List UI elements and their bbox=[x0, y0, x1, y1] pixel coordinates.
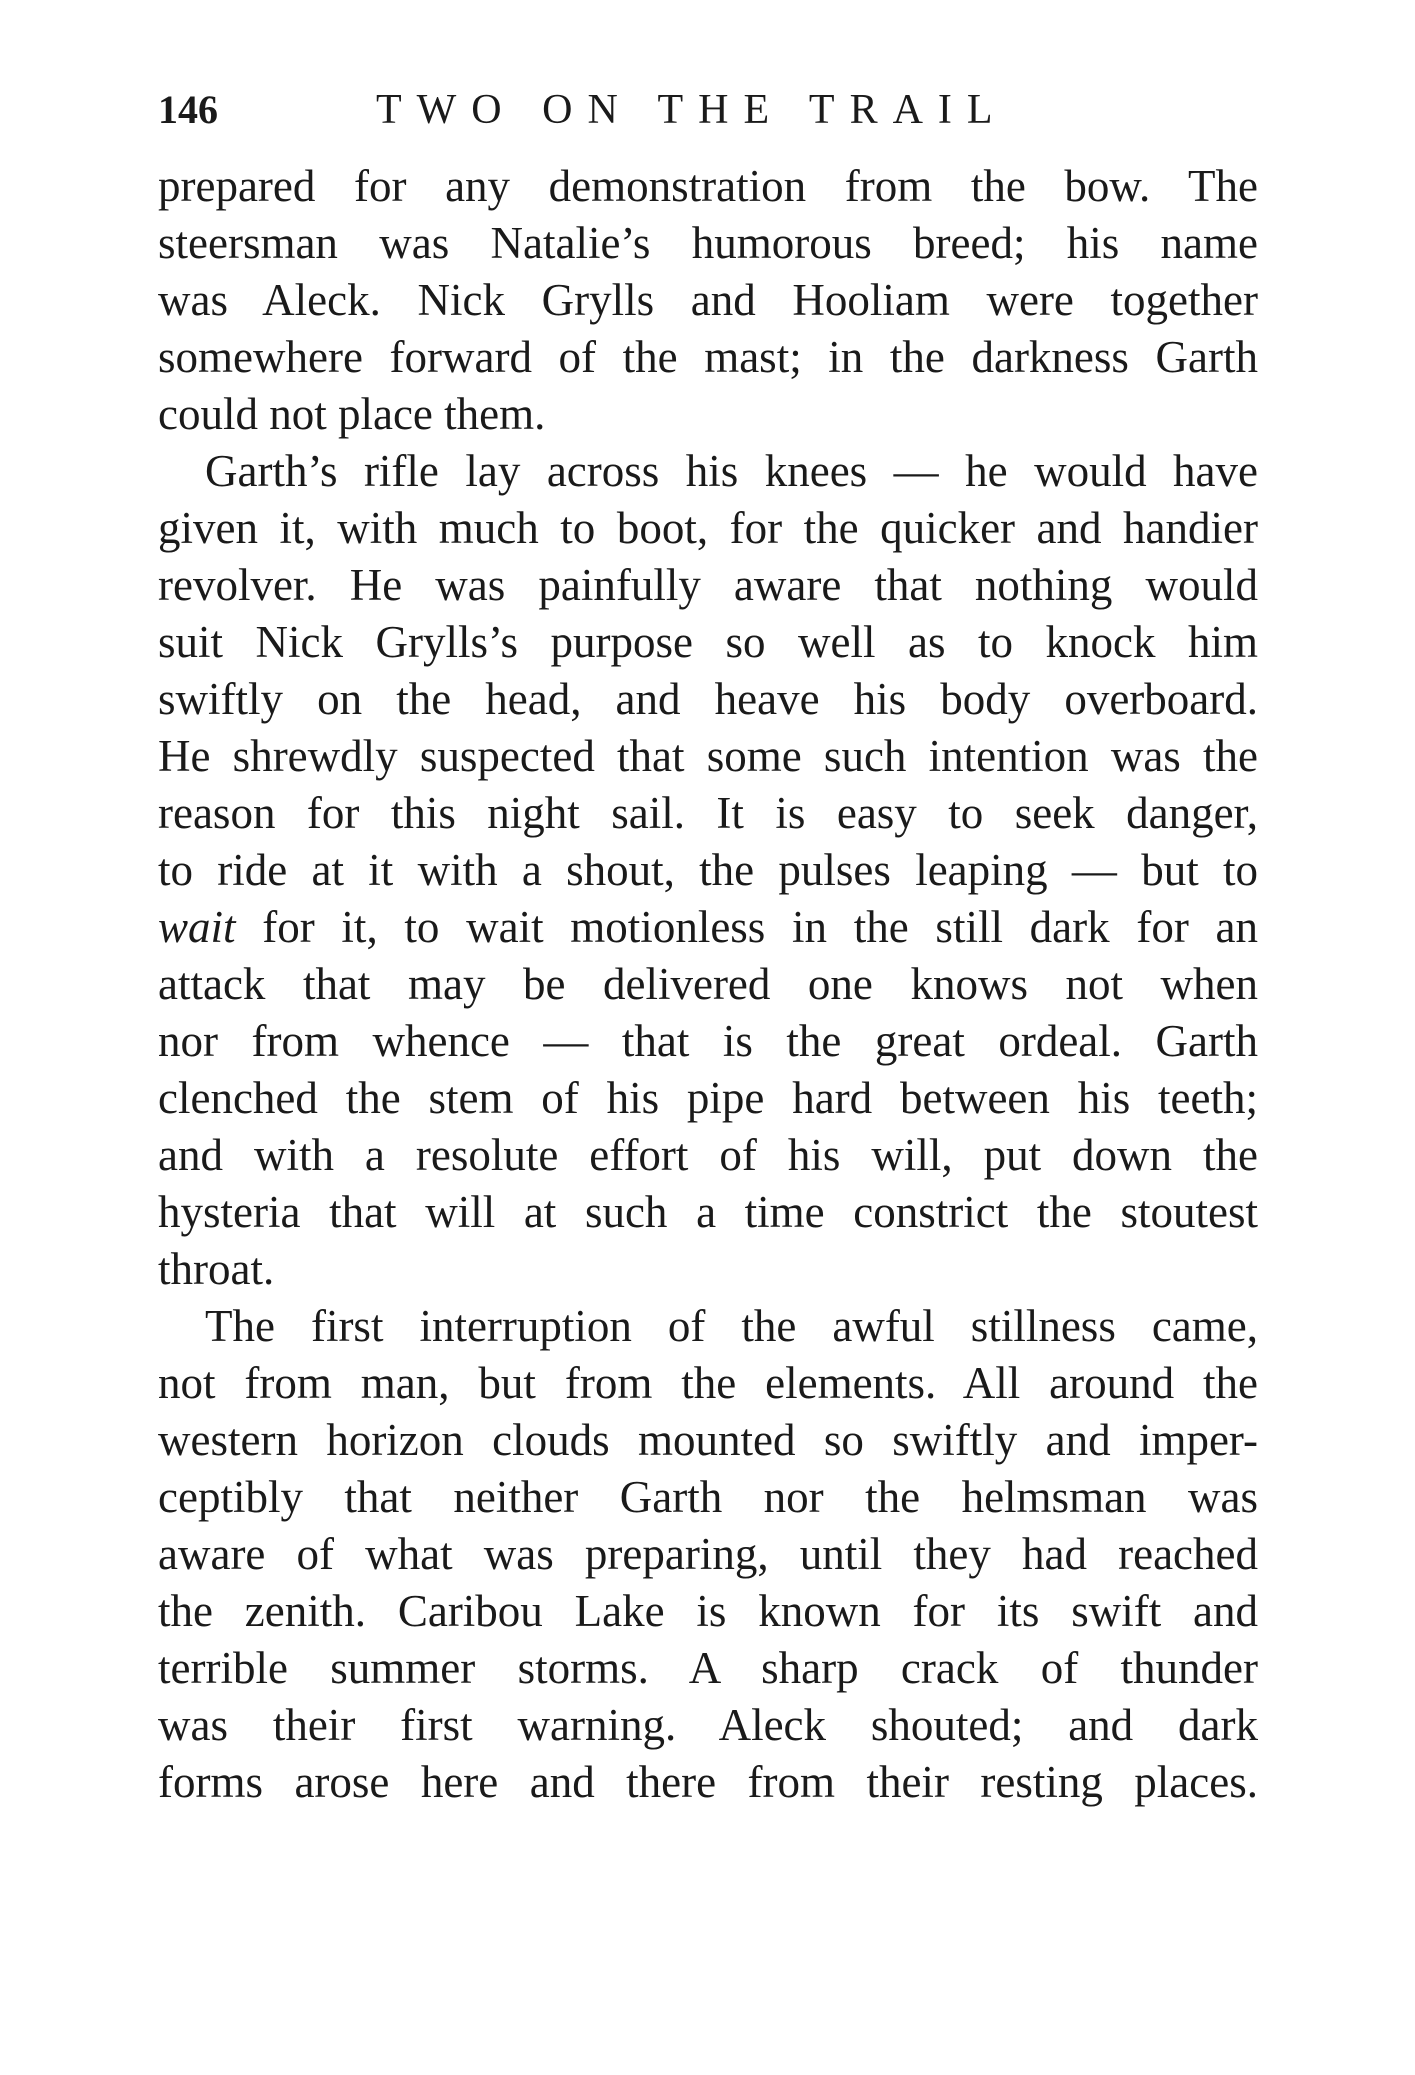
running-head bbox=[158, 80, 1258, 140]
text-line: prepared for any demonstration from the bow. The bbox=[158, 161, 1258, 211]
text-line: throat. bbox=[158, 1244, 275, 1294]
text-line: somewhere forward of the mast; in the darkness Garth bbox=[158, 332, 1258, 382]
text-line: He shrewdly suspected that some such intention was the bbox=[158, 731, 1258, 781]
text-line-rest: for it, to wait motionless in the still dark for an bbox=[262, 902, 1258, 952]
page-number: 146 bbox=[158, 87, 218, 132]
text-line: suit Nick Grylls’s purpose so well as to knock him bbox=[158, 617, 1258, 667]
text-line: reason for this night sail. It is easy to seek danger, bbox=[158, 788, 1258, 838]
text-line: given it, with much to boot, for the quicker and handier bbox=[158, 503, 1258, 553]
book-title: TWO ON THE TRAIL bbox=[376, 87, 1008, 133]
italic-word: wait bbox=[158, 902, 236, 952]
text-line: ceptibly that neither Garth nor the helmsman was bbox=[158, 1472, 1258, 1522]
text-line: nor from whence — that is the great ordeal. Garth bbox=[158, 1016, 1258, 1066]
text-line: hysteria that will at such a time constrict the stoutest bbox=[158, 1187, 1258, 1237]
text-line: forms arose here and there from their resting places. bbox=[158, 1757, 1258, 1807]
text-line: was their first warning. Aleck shouted; and dark bbox=[158, 1700, 1258, 1750]
text-line: revolver. He was painfully aware that nothing would bbox=[158, 560, 1258, 610]
text-line: not from man, but from the elements. All around the bbox=[158, 1358, 1258, 1408]
text-line: and with a resolute effort of his will, put down the bbox=[158, 1130, 1258, 1180]
text-line: was Aleck. Nick Grylls and Hooliam were together bbox=[158, 275, 1258, 325]
text-line: attack that may be delivered one knows not when bbox=[158, 959, 1258, 1009]
text-line: aware of what was preparing, until they had reached bbox=[158, 1529, 1258, 1579]
text-line bbox=[158, 899, 1258, 956]
text-line: western horizon clouds mounted so swiftly and imper- bbox=[158, 1415, 1258, 1465]
text-line: the zenith. Caribou Lake is known for its swift and bbox=[158, 1586, 1258, 1636]
text-line: clenched the stem of his pipe hard between his teeth; bbox=[158, 1073, 1258, 1123]
text-line: Garth’s rifle lay across his knees — he would have bbox=[205, 446, 1258, 496]
text-line: swiftly on the head, and heave his body overboard. bbox=[158, 674, 1258, 724]
text-line: steersman was Natalie’s humorous breed; his name bbox=[158, 218, 1258, 268]
text-line: terrible summer storms. A sharp crack of thunder bbox=[158, 1643, 1258, 1693]
text-line: to ride at it with a shout, the pulses leaping — but to bbox=[158, 845, 1258, 895]
text-line: The first interruption of the awful stillness came, bbox=[205, 1301, 1258, 1351]
text-line: could not place them. bbox=[158, 389, 546, 439]
body-text bbox=[158, 158, 1258, 1811]
